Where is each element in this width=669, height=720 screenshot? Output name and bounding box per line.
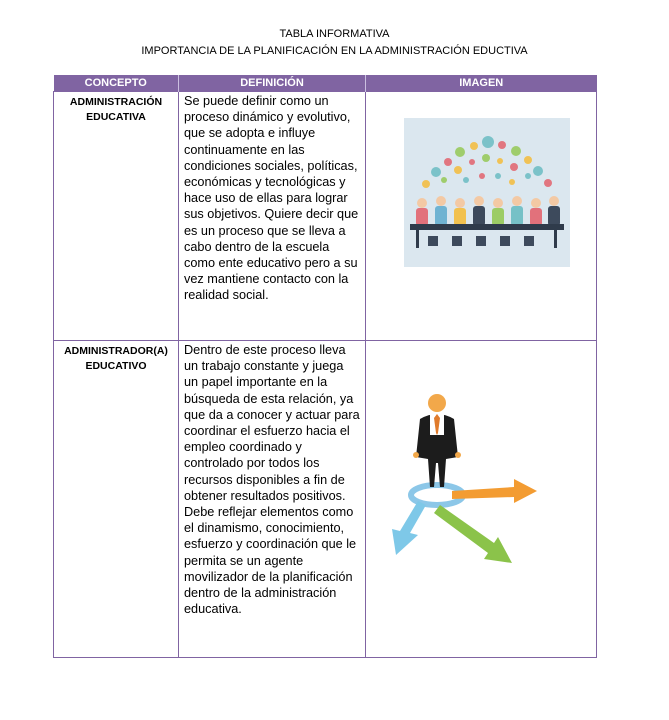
table-row xyxy=(54,92,597,341)
table-row xyxy=(54,341,597,658)
concept-cell xyxy=(54,92,179,341)
column-header-image: IMAGEN xyxy=(366,75,597,92)
column-header-concept: CONCEPTO xyxy=(54,75,179,92)
team-meeting-illustration xyxy=(404,118,570,267)
info-table xyxy=(53,75,597,658)
manager-arrows-illustration xyxy=(382,383,552,573)
concept-label: ADMINISTRADOR(A) EDUCATIVO xyxy=(64,345,168,372)
concept-label: ADMINISTRACIÓN EDUCATIVA xyxy=(69,96,163,123)
image-cell xyxy=(366,341,597,658)
definition-cell xyxy=(179,341,366,658)
image-cell xyxy=(366,92,597,341)
document-subtitle: IMPORTANCIA DE LA PLANIFICACIÓN EN LA ADMINISTRACIÓN EDUCTIVA xyxy=(141,45,528,57)
document-title: TABLA INFORMATIVA xyxy=(279,28,390,40)
column-header-definition: DEFINICIÓN xyxy=(179,75,366,92)
definition-text: Dentro de este proceso lleva un trabajo constante y juega un papel importante en la búsqueda de esta relación, ya que da a conocer y actuar para coordinar el esfuerzo hacia el empleo coordinado y controlado por todos los recursos disponibles a fin de obtener resultados positivos. Debe reflejar elementos como el dinamismo, conocimiento, esfuerzo y coordinación que le permita se un agente movilizador de la planificación dentro de la administración educativa. xyxy=(184,343,360,617)
definition-text: Se puede definir como un proceso dinámico y evolutivo, que se adopta e influye continuamente en las condiciones sociales, políticas, económicas y tecnológicas y hace uso de ellas para lograr sus objetivos. Quiere decir que es un proceso que se lleva a cabo dentro de la escuela como ente educativo pero a su vez mantiene contacto con la realidad social. xyxy=(184,94,359,303)
definition-cell xyxy=(179,92,366,341)
concept-cell xyxy=(54,341,179,658)
table-header-row xyxy=(54,75,597,92)
